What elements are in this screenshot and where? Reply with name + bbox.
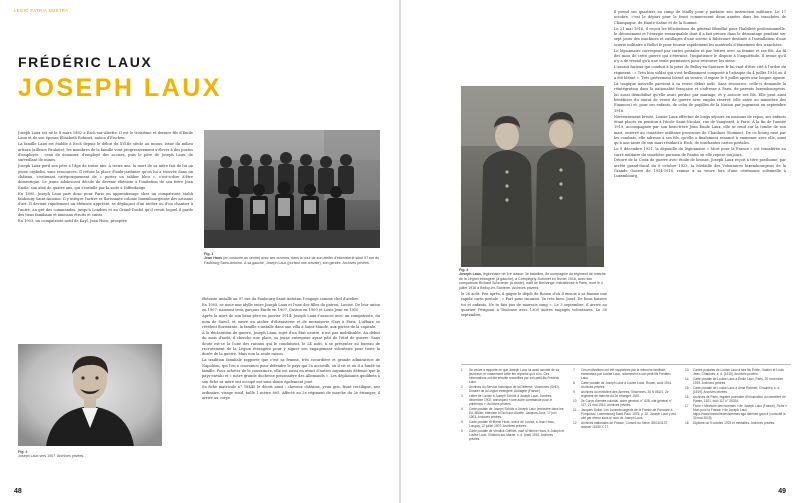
paragraph: le 26 août. Peu après, il gagne le dépôt de Rouen d'où il envoie à sa femme une rapide carte postale : « Part pour inconnu. Va très bien. Josef. De bons baisers toi et enfants. Ne te fais pas de mauvais sang ». Le 3 septembre, il arrive au quartier Périgonn à Toulouse avec 1300 autres engagés volontaires. Le 30 septembre, bbox=[461, 292, 607, 318]
caption-text: légionnaire de 1re classe, 3e bataillon, 8e compagnie du régiment de marche de la Légion étrangère (à gauche), à Compiegny-Sommet en février 1916, avec son compatriote Richard Schroeder (à droite), natif de Berbange, mitrailleuse à Paris, mort le 4 juillet 1916 à Belloy-en-Santerre. Archives privées. bbox=[459, 272, 606, 290]
paragraph: En 1905, se noue une idylle entre Joseph Laux et l'une des filles du patron, Louise. De leur union en 1907, naissent trois garçons Émile en 1907, Gaston en 1909 et Louis Jean en 1910. bbox=[202, 302, 380, 313]
author-name: FRÉDÉRIC LAUX bbox=[18, 54, 153, 70]
endnote-text: Carte postale d'Hélène Hoos, soeur de Louise, à Jean Hoos, Longwy, 12 juillet 1907. Archives privées. bbox=[469, 419, 555, 428]
portrait-caption bbox=[18, 450, 98, 459]
soldiers-photo-caption bbox=[459, 268, 607, 290]
paragraph: Sa fiche matricule n° 18445 le décrit ainsi : cheveux châtains, yeux gris, front rectiligne, nez ordinaire, visage rond, taille 1 mètre 805. Affecté au 2e régiment de marche du 2e étranger, il arrive au corps bbox=[202, 385, 380, 401]
left-page bbox=[0, 0, 399, 503]
endnote-text: Cartes postales de Louise Laux à ses fils Émile, Gaston et Louis Jean, Chaulnes, s. d. [1919]. Archives privées. bbox=[693, 368, 784, 377]
caption-subject: Jean Hoos bbox=[204, 256, 223, 261]
portrait-photo bbox=[18, 344, 162, 446]
paragraph: Le 9 décembre 1921, la dépouille du légionnaire « Mort pour la France » est transférée au carré militaire du cimetière parisien de Pantin où elle repose toujours. bbox=[614, 147, 786, 157]
endnote bbox=[573, 368, 677, 380]
endnote-text: Carte postale de Vendick Coffinet, mari d'Hélène Hoos, à Joseph et Louise Laux, Châlons-sur-Marne, s. d. (mai) 1916, Archives privées. bbox=[469, 428, 565, 441]
endnote bbox=[685, 386, 789, 394]
group-photo-caption bbox=[204, 252, 380, 265]
endnote-text: Diplôme du 9 octobre 1923 et médailles. Archives privées. bbox=[693, 420, 776, 425]
endnote bbox=[573, 390, 677, 398]
endnote bbox=[685, 377, 789, 385]
paragraph: ébéniste installé au 97 rue du Faubourg Saint-Antoine, l'engage comme chef d'atelier. bbox=[202, 297, 359, 301]
endnote-text: Archives du ministère des Armées, Vincennes, 26 N 862/1, 2e régiment de marche du 2e étranger, JMO. bbox=[581, 389, 669, 398]
endnote-text: Se veuve a rapporté ce que Joseph Laux lui avait raconté de sa jeunesse, et notamment cette fier réponse qu'il a lui. Ces informations ont été ensuite recueillies par son petit-fils Frédéric Laux. bbox=[469, 368, 560, 385]
endnote-number: 11 bbox=[573, 407, 577, 412]
paragraph: Le 21 mai 1916, il reçoit les félicitations du général Blondlat pour l'habileté professionnelle, le dévouement et l'énergie remarquable dont il a fait preuve dans le démontage pendant six-sept jours des machines et outillages d'une scierie à Ribécourt destinée à l'installation d'une scierie militaire à Rollot fr pour fournir rapidement les matériels d'étaiement des tranchées. bbox=[614, 26, 786, 47]
endnotes-column-1 bbox=[461, 368, 565, 442]
endnote bbox=[461, 368, 565, 384]
paragraph: Joseph Laux perd son père à l'âge de treize ans. À treize ans, la mort de sa mère fait de lui un jeune orphelin, sans ressources. Il refuse la place d'aide-jardinier qu'on lui a trouvée dans un château, s'estimant catégoriquement de « porter un tablier bleu », c'est-à-dire d'être domestique. Le jeune adolescent décide de devenir ébéniste à l'imitation de son frère Jean Émile, son aîné de quatre ans, qui s'installe par la suite à Differdange. bbox=[18, 164, 193, 190]
endnote-text: Carte postale de Louise Laux à Anne Robinet, Chaulnes, s. d. [1919]. Archives privées. bbox=[693, 385, 781, 394]
paragraph: Nerveusement brisée, Louise Laux effectue de longs séjours en maisons de repos, ses enfants étant placés en pension à l'école Saint-Nicolas, rue de Vaugirard, à Paris. À la fin de l'année 1919, accompagnée par son beau-frère Jean Émile Laux, elle se rend sur la tombe de son mari, enterré au cimetière militaire provisoire de Chaulnes (Somme). De ce bourg rasé par les combats, elle adresse à ses fils, qu'elle a finalement renoncé à emmener avec elle, ainsi qu'à une tante de son mari résidant à Esch, de touchantes cartes postales. bbox=[614, 114, 786, 146]
endnote-number: 4 bbox=[461, 406, 463, 411]
endnote-text: 2e Corps d'armée colonial, ordre général, n° 628, cité général n° 117, 21 mai 1916. Archives privées. bbox=[581, 398, 672, 407]
endnote-number: 3 bbox=[461, 393, 463, 398]
endnote bbox=[461, 394, 565, 406]
paragraph: Le légionnaire correspond par cartes postales et par lettres avec sa femme et ses fils. Au fil des mois de cette guerre qui s'éternise, l'impatience le dispute à l'inquiétude. Il avoue qu'il n'y a de travail qu'à une seule permission pour retrouver les siens. bbox=[614, 48, 786, 64]
endnote-number: 15 bbox=[685, 385, 689, 390]
endnote bbox=[573, 381, 677, 389]
endnote-text: Carte postale de Joseph Schütz à Joseph Laux (exécutée dans les Ed. Müller, ébéniste à Esch-sur-Alzette, Jacques-Joux, 17 juin 1903. Archives privées. bbox=[469, 406, 564, 419]
endnote-text: Jacques Dollar, Les Luxembourgeois de la France de Poincaré à Pompidou. Luxembourg Saint-Paul, 1975, p. 32. Joseph Laux y est cité par erreur sous le nom de Joseph Laus. bbox=[581, 407, 676, 420]
caption-text: (en costume au centre) avec ses ouvriers, dans la cour de son atelier d'ébénisterie situé 97 rue du Faubourg Saint-Antoine. À sa gauche, Joseph Laux (portant une cravate), son gendre. Archives privées. bbox=[204, 256, 380, 265]
endnote bbox=[461, 385, 565, 393]
endnote-number: 17 bbox=[685, 403, 689, 408]
left-body-column-1 bbox=[18, 131, 193, 271]
paragraph: Après la mort de son beau-père en janvier 1914, Joseph Laux s'associe avec un compatriote, du nom de Saeul, et ouvre un atelier d'ébénisterie et de menuiserie d'art à Paris. L'affaire se révèlent florissante, la famille s'installe dans une villa à Saint-Mandé, aux portes de la capitale. bbox=[202, 314, 380, 329]
endnote-number: 6 bbox=[461, 428, 463, 433]
right-page bbox=[401, 0, 800, 503]
page-number-right: 49 bbox=[778, 488, 786, 495]
endnote-number: 16 bbox=[685, 394, 689, 399]
endnote-text: Carte postale de Joseph Laux à Louise Laux, Rouen, août 1914. Archives privées. bbox=[581, 380, 673, 389]
paragraph: La tragique nouvelle parvient à sa veuve début août. Sans ressource, celle-ci demande la réintégration dans la nationalité française et s'adresse à Paris, de parents luxembourgeois, lui aussi démobilisé qu'elle avait perdue par mariage, et y associe ses fils. Elle peut ainsi bénéficier du statut de veuve de guerre avec emploi réservé (elle entre au ministère des Finances) et, pour ses enfants, de celui de pupilles de la Nation par jugement en septembre 1916. bbox=[614, 81, 786, 113]
endnote bbox=[461, 407, 565, 419]
workshop-group-photo bbox=[204, 130, 380, 248]
caption-subject: Joseph Laux, bbox=[459, 272, 482, 277]
paragraph: À la déclaration de guerre, Joseph Laux, sujet d'un État neutre, n'est pas mobilisable. Au début du mois d'août, il cherche une place, sa jeune entreprise ayant pâti de l'état de guerre. Sans doute est-ce là l'une des raisons qui le conduisent, le 24 août, à se présenter au bureau de recrutement de la Légion étrangère pour y signer son engagement volontaire pour toute la durée de la guerre. Mais non la seule raison. bbox=[202, 330, 380, 357]
endnotes bbox=[461, 364, 791, 487]
endnotes-column-2 bbox=[573, 368, 677, 429]
paragraph: La famille Laux est établie à Esch depuis le début du XVIIIe siècle au moins. Issue du milieu artisan (ailleurs Paulaite), les membres de la famille vont progressivement s'élever à des postes d'employés : ceux de douanier, d'employé des accises, puis le père de Joseph Laux, de surveillant de mines. bbox=[18, 142, 193, 163]
paragraph: Joseph Laux est né le 8 mars 1882 à Esch-sur-Alzette. Il est le troisième et dernier fils d'Émile Laux et de son épouse Élisabeth Robinet, natice d'Eischen. bbox=[18, 131, 193, 141]
page-number-left: 48 bbox=[14, 488, 22, 495]
endnote-text: Archives du Service historique de la Défense, Vincennes (SHD), Dossier de la Légion étrangère, Aubagne (France). bbox=[469, 384, 560, 394]
endnote bbox=[685, 421, 789, 425]
endnote-text: Carte postale de Louise Laux à Émile Laux, Paris, 20 novembre 1919. Archives privées. bbox=[693, 376, 784, 385]
endnote-number: 10 bbox=[573, 398, 577, 403]
endnote bbox=[461, 429, 565, 441]
endnote bbox=[685, 395, 789, 403]
running-head: LEGIO PATRIA NOSTRA bbox=[14, 8, 69, 13]
endnote bbox=[461, 420, 565, 428]
right-body-continuation bbox=[461, 292, 607, 354]
paragraph: La tradition familiale rapporte que c'est sa femme, très cocardière et grande admiratrice de Napoléon, qui l'en a convaincu pour défendre le pays qui l'a accueilli, où il vit et où il a fondé sa famille. Pour acheter de le convaincre, elle est aussi en avant d'autres arguments défense que le pays-envahi et « notre grande duchesse prisonnière des Allemands ». Les déplaisants quolibets à son fiche sa mère ont occupé ont sans doute également joué. bbox=[202, 358, 380, 384]
endnote-number: 7 bbox=[573, 368, 575, 372]
endnote-text: Fiche « Mémoire des hommes » de Joseph Laux (France), Fiche « Mort pour la France » de Joseph Laux https://www.memoiredeshommes.sga.defense.gouv.fr [consulté le 30 mai 2019]. bbox=[693, 403, 788, 420]
endnote-number: 18 bbox=[685, 420, 689, 425]
caption-text: Joseph Laux vers 1907. Archives privées. bbox=[18, 454, 85, 459]
endnotes-column-3 bbox=[685, 368, 789, 425]
endnote-text: Lettre de Louise à Joseph Schütz à Joseph Laux, Londres, décembre 1902, annonçant « une autre commande pour le printemps ». Archives privées. bbox=[469, 393, 553, 406]
soldiers-photo bbox=[461, 86, 604, 267]
endnote-number: 13 bbox=[685, 368, 689, 372]
endnote-number: 14 bbox=[685, 376, 689, 381]
endnote bbox=[573, 421, 677, 429]
endnote-number: 1 bbox=[461, 368, 463, 372]
endnote bbox=[573, 399, 677, 407]
paragraph: En 1903, un compatriote notif de Kayl, Jean Hoos, prospère bbox=[18, 218, 127, 223]
paragraph: En 1895, Joseph Laux part donc pour Paris en apprentissage chez un compatriote établi faubourg Saint-Antoine. Il y intègre l'active et florissante colonie luxembourgeoise des artisans d'art. Il devient rapidement un ébéniste apprécié, se déplaçant d'un atelier ou d'un chantier à l'autre, au gré des commandes, jusqu'à Londres et au Grand-Duché qu'il revoit lequel il garde des liens familiaux et amicaux étroits et suivis. bbox=[18, 191, 193, 217]
endnote-number: 5 bbox=[461, 419, 463, 424]
endnote-text: Archives nationales de France, Conseil du Seine, 88/11/4137, dossier 11630 X 17. bbox=[581, 420, 669, 429]
paragraph: Décoré de la Croix de guerre avec étoile de bronze, Joseph Laux reçoit à titre posthume, par arrêté grand-ducal du 8 octobre 1923, la Médaille des Volontaires luxembourgeois de la Grande Guerre de 1914-1918, remise à sa veuve lors d'une cérémonie solennelle à Luxembourg. bbox=[614, 158, 786, 179]
endnote-number: 9 bbox=[573, 389, 575, 394]
caption-fig-label: Fig. 1 bbox=[204, 252, 214, 256]
right-body-column bbox=[614, 10, 786, 258]
endnote-number: 8 bbox=[573, 380, 575, 385]
endnote-text: Archives de Paris, registre journalier d'inhumation du cimetière de Pantin, 1921, folio 117 n° 26334. bbox=[693, 394, 786, 403]
left-body-column-2 bbox=[202, 297, 380, 465]
endnote-number: 2 bbox=[461, 384, 463, 389]
caption-fig-label: Fig. 3 bbox=[459, 268, 469, 272]
paragraph: il prend ses quartiers au camp de Mailly pour y parfaire son instruction militaire. Le 17 octobre, c'est le départ pour le front commencent deux années dans les tranchées de Champagne, de Haute-Saône et de la Somme. bbox=[614, 10, 786, 25]
article-title: JOSEPH LAUX bbox=[18, 74, 222, 102]
paragraph: L'assaut furieux qui conduit à la prise de Belloy-en-Santerre fr lui vaut d'être cité à l'ordre du régiment : « Très bon soldat qui s'est brillamment comporté à l'attaque du 4 juillet 1916 où il a été blessé ». Très grièvement blessé au ventre, il expire le 9 juillet après une longue agonie. bbox=[614, 65, 786, 80]
caption-fig-label: Fig. 2 bbox=[18, 450, 28, 454]
endnote bbox=[685, 368, 789, 376]
endnote-text: Ces motivations ont été rapportées par la mémoire familiale, transmises par Louise Laux, notamment à son petit-fils Frédéric Laux. bbox=[581, 368, 671, 381]
endnote-number: 12 bbox=[573, 420, 577, 425]
endnote bbox=[573, 408, 677, 420]
endnote bbox=[685, 404, 789, 420]
